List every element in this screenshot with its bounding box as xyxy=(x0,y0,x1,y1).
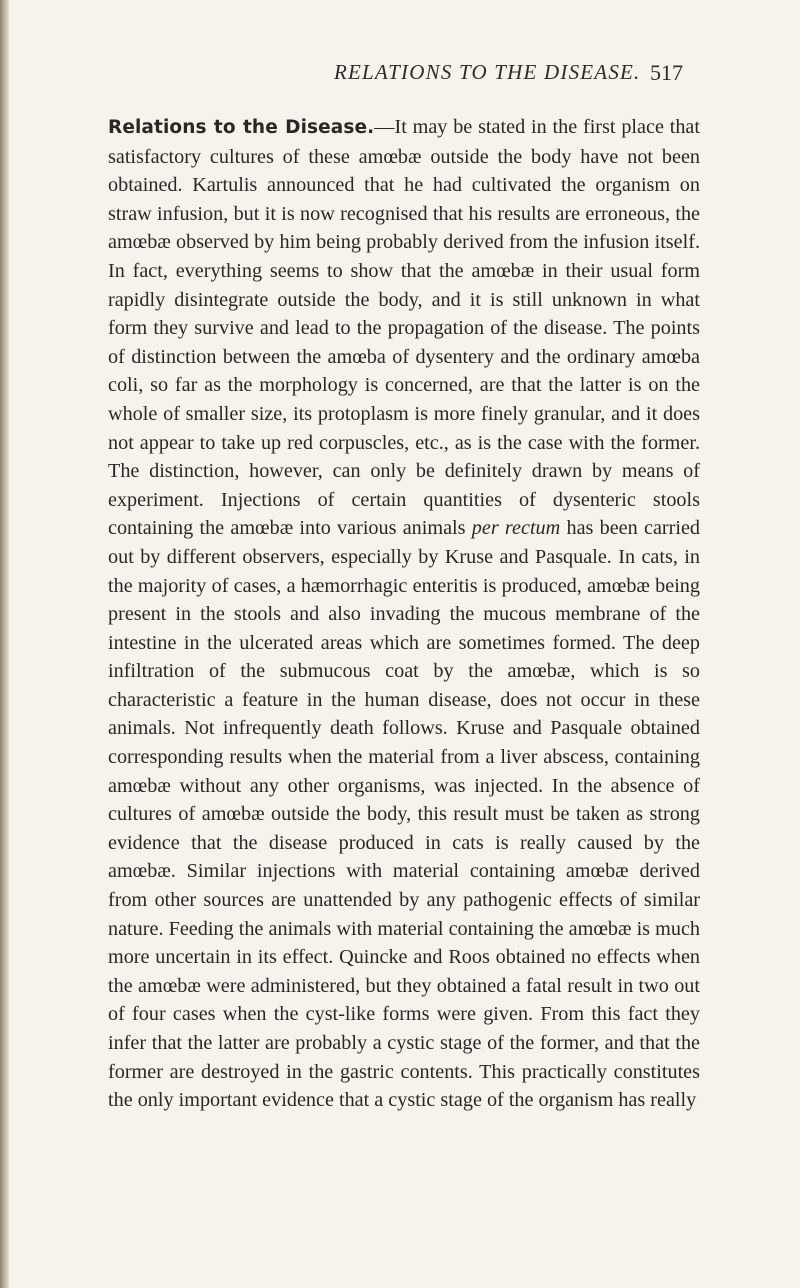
italic-phrase: per rectum xyxy=(471,517,561,540)
page-number: 517 xyxy=(650,60,683,85)
page-binding-edge xyxy=(0,0,9,1288)
running-title: RELATIONS TO THE DISEASE. xyxy=(334,60,641,84)
paragraph-text-part1: —It may be stated in the first place that satisfactory cultures of these amœbæ outside the body have not been obtained. Kartulis announced that he had cultivated the organism on straw infusion, but it is now recognised that his results are erroneous, the amœbæ observed by him being probably derived from the infusion itself. In fact, everything seems to show that the amœbæ in their usual form rapidly disintegrate outside the body, and it is still unknown in what form they survive and lead to the propagation of the disease. The points of distinction between the amœba of dysentery and the ordinary amœba coli, so far as the morphology is concerned, are that the latter is on the whole of smaller size, its protoplasm is more finely granular, and it does not appear to take up red corpuscles, etc., as is the case with the former. The distinction, however, can only be definitely drawn by means of experiment. Injections of certain quantities of dysenteric stools containing the amœbæ into various animals xyxy=(108,116,700,540)
body-paragraph xyxy=(108,113,700,1115)
paragraph-heading: Relations to the Disease. xyxy=(108,117,375,138)
running-head xyxy=(0,60,800,90)
paragraph-text-part2: has been carried out by different observers, especially by Kruse and Pasquale. In cats, in the majority of cases, a hæmorrhagic enteritis is produced, amœbæ being present in the stools and also invading the mucous membrane of the intestine in the ulcerated areas which are sometimes formed. The deep infiltration of the submucous coat by the amœbæ, which is so characteristic a feature in the human disease, does not occur in these animals. Not infrequently death follows. Kruse and Pasquale obtained corresponding results when the material from a liver abscess, containing amœbæ without any other organisms, was injected. In the absence of cultures of amœbæ outside the body, this result must be taken as strong evidence that the disease produced in cats is really caused by the amœbæ. Similar injections with material containing amœbæ derived from other sources are unattended by any pathogenic effects of similar nature. Feeding the animals with material containing the amœbæ is much more uncertain in its effect. Quincke and Roos obtained no effects when the amœbæ were administered, but they obtained a fatal result in two out of four cases when the cyst-like forms were given. From this fact they infer that the latter are probably a cystic stage of the former, and that the former are destroyed in the gastric contents. This practically constitutes the only important evidence that a cystic stage of the organism has really xyxy=(108,517,701,1112)
